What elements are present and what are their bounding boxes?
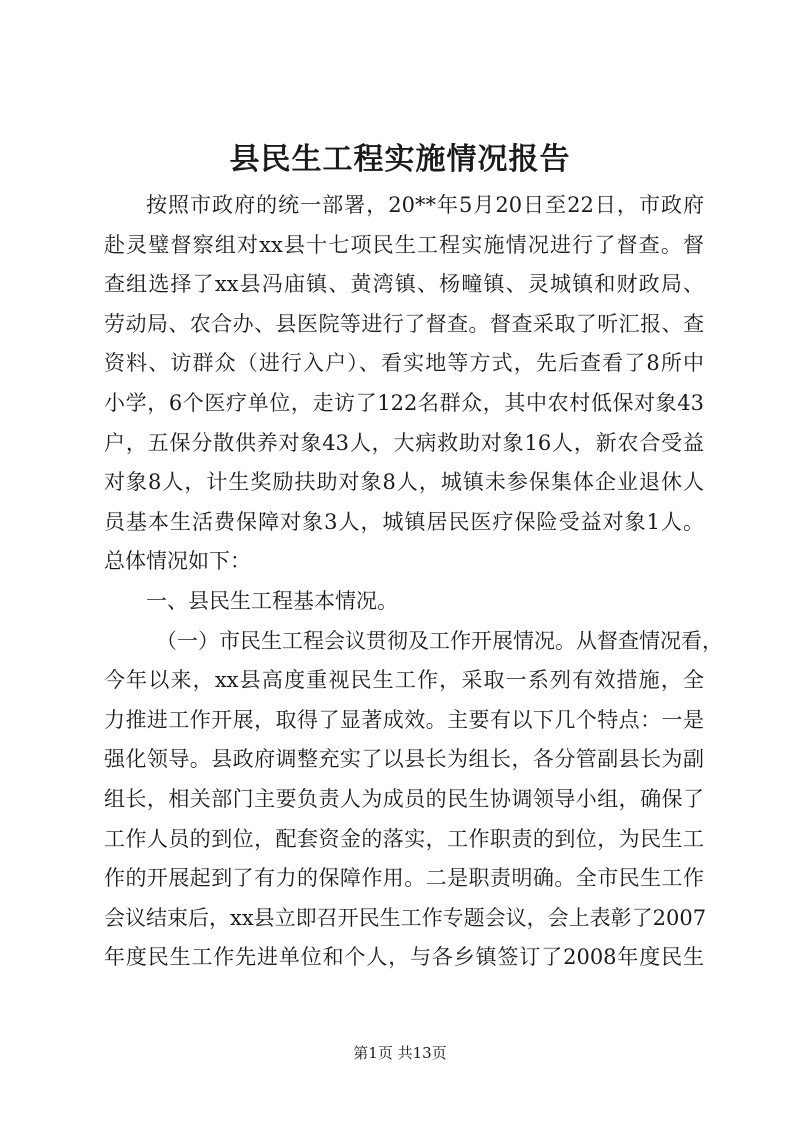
body-line: 总体情况如下：	[104, 549, 251, 574]
page-footer: 第1页 共13页	[353, 1044, 447, 1062]
body-line: 强化领导。县政府调整充实了以县长为组长，各分管副县长为副	[104, 747, 704, 772]
body-line: 作的开展起到了有力的保障作用。二是职责明确。全市民生工作	[104, 866, 704, 891]
body-line: 赴灵璧督察组对xx县十七项民生工程实施情况进行了督查。督	[104, 232, 704, 257]
body-line: 会议结束后，xx县立即召开民生工作专题会议，会上表彰了2007	[104, 905, 707, 930]
body-line: 户，五保分散供养对象43人，大病救助对象16人，新农合受益	[104, 430, 704, 455]
body-line: 资料、访群众（进行入户）、看实地等方式，先后查看了8所中	[104, 351, 704, 376]
body-line: 劳动局、农合办、县医院等进行了督查。督查采取了听汇报、查	[104, 311, 704, 336]
body-line: 查组选择了xx县冯庙镇、黄湾镇、杨疃镇、灵城镇和财政局、	[104, 272, 704, 297]
body-line: 对象8人，计生奖励扶助对象8人，城镇未参保集体企业退休人	[104, 470, 704, 495]
body-line: 员基本生活费保障对象3人，城镇居民医疗保险受益对象1人。	[104, 509, 704, 534]
document-body	[104, 186, 723, 978]
body-line: 力推进工作开展，取得了显著成效。主要有以下几个特点：一是	[104, 707, 704, 732]
body-line: 年度民生工作先进单位和个人，与各乡镇签订了2008年度民生	[104, 945, 704, 970]
document-title: 县民生工程实施情况报告	[229, 142, 571, 177]
body-line: （一）市民生工程会议贯彻及工作开展情况。从督查情况看，	[156, 628, 723, 653]
section-heading: 一、县民生工程基本情况。	[146, 588, 398, 613]
body-line: 按照市政府的统一部署，20**年5月20日至22日，市政府	[146, 193, 704, 217]
body-line: 工作人员的到位，配套资金的落实，工作职责的到位，为民生工	[104, 826, 704, 851]
body-line: 组长，相关部门主要负责人为成员的民生协调领导小组，确保了	[104, 786, 704, 811]
body-line: 今年以来，xx县高度重视民生工作，采取一系列有效措施，全	[104, 668, 704, 693]
body-line: 小学，6个医疗单位，走访了122名群众，其中农村低保对象43	[104, 390, 704, 415]
